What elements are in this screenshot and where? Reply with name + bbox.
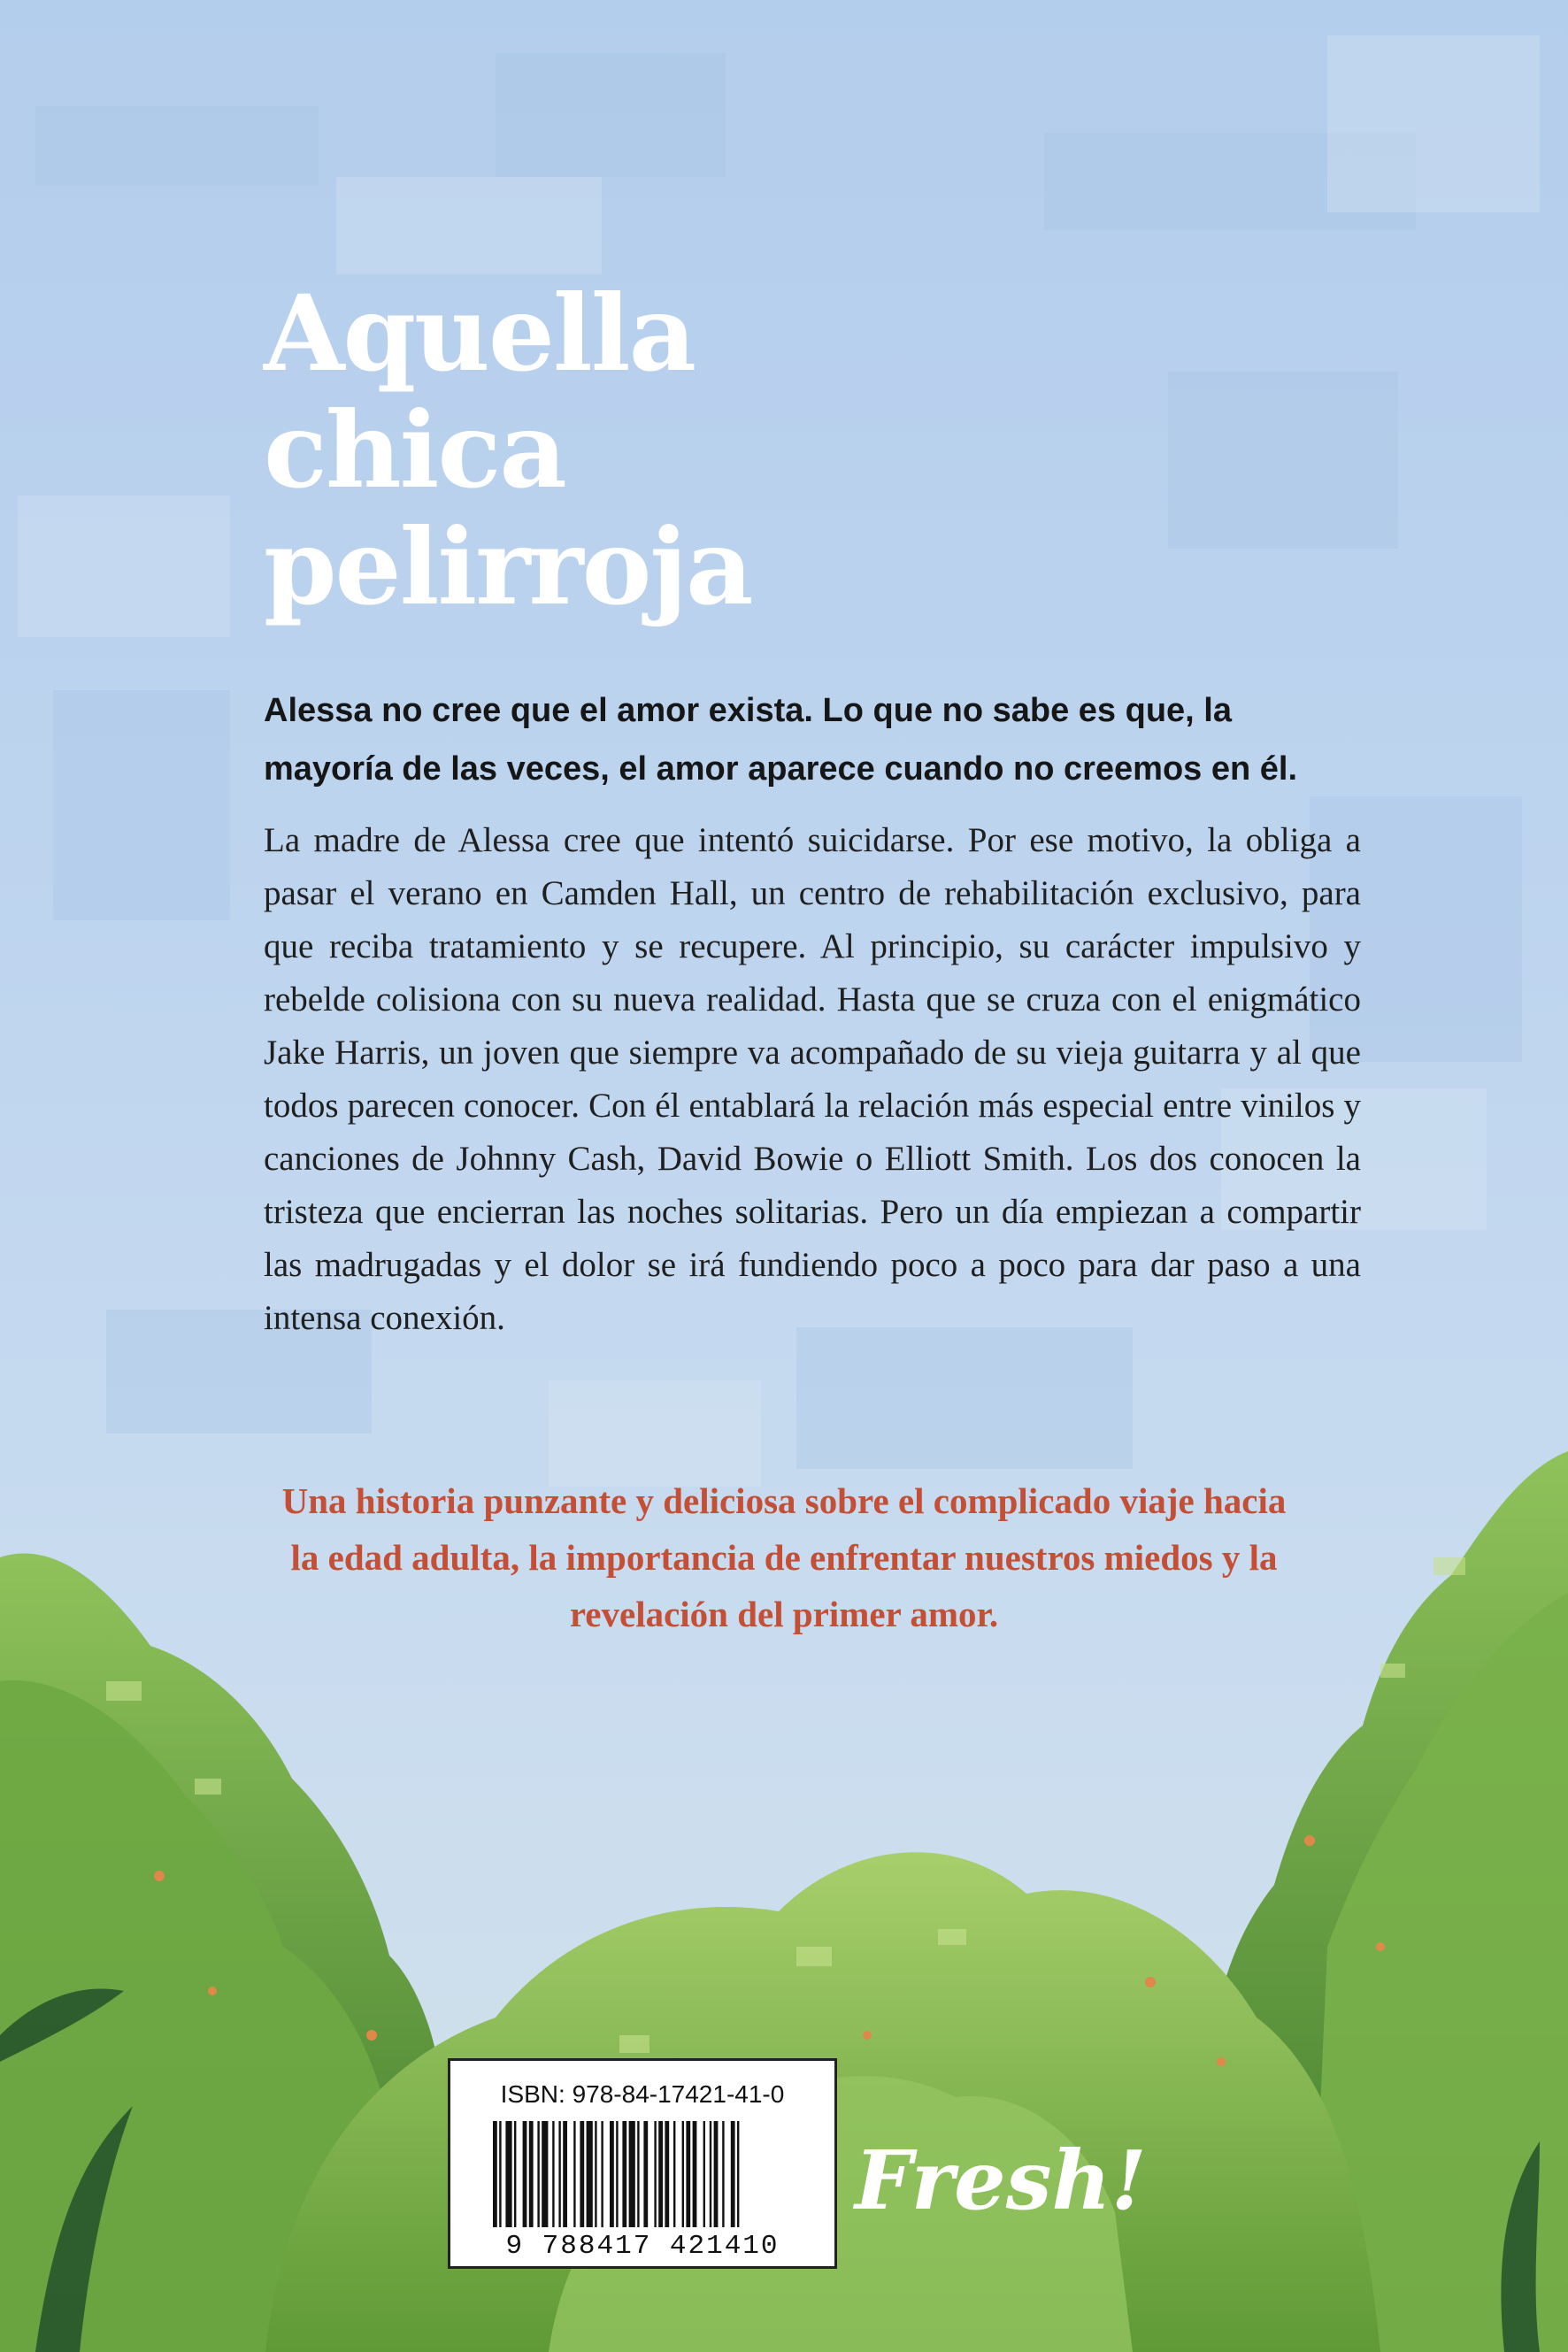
barcode-stripe <box>731 2121 735 2227</box>
barcode-stripe <box>643 2121 648 2227</box>
synopsis-paragraph: La madre de Alessa cree que intentó suicidarse. Por ese motivo, la obliga a pasar el verano en Camden Hall, un centro de rehabilitación exclusivo, para que reciba tratamiento y se recupere. Al principio, su carácter impulsivo y rebelde colisiona con su nueva realidad. Hasta que se cruza con el enigmático Jake Harris, un joven que siempre va acompañado de su vieja guitarra y al que todos parecen conocer. Con él entablará la relación más especial entre vinilos y canciones de Johnny Cash, David Bowie o Elliott Smith. Los dos conocen la tristeza que encierran las noches solitarias. Pero un día empiezan a compartir las madrugadas y el dolor se irá fundiendo poco a poco para dar paso a una intensa conexión. <box>264 821 1361 1337</box>
barcode-stripe <box>610 2121 614 2227</box>
barcode-stripe <box>616 2121 618 2227</box>
barcode-stripe <box>686 2121 690 2227</box>
barcode-stripe <box>595 2121 596 2227</box>
barcode-stripe <box>665 2121 669 2227</box>
barcode-stripe <box>563 2121 567 2227</box>
isbn-label: ISBN: 978-84-17421-41-0 <box>500 2080 785 2108</box>
barcode-stripe <box>714 2121 719 2227</box>
publisher-logo-text: Fresh! <box>855 2133 1147 2228</box>
barcode-stripe <box>587 2121 593 2227</box>
barcode-stripe <box>523 2121 527 2227</box>
isbn-barcode-box <box>448 2058 837 2269</box>
barcode-stripe <box>514 2121 516 2227</box>
barcode-stripe <box>722 2121 724 2227</box>
title-line-2: chica <box>264 388 565 511</box>
barcode-stripe <box>493 2121 497 2227</box>
barcode-stripe <box>537 2121 539 2227</box>
barcode-stripe <box>529 2121 534 2227</box>
barcode-stripe <box>542 2121 548 2227</box>
barcode-stripe <box>558 2121 560 2227</box>
ean-digits: 9 788417 421410 <box>505 2231 780 2262</box>
barcode-stripe <box>703 2121 705 2227</box>
barcode-stripe <box>710 2121 711 2227</box>
barcode-stripe <box>737 2121 739 2227</box>
barcode-stripe <box>573 2121 575 2227</box>
barcode-stripe <box>629 2121 635 2227</box>
barcode-stripe <box>580 2121 584 2227</box>
barcode-stripe <box>658 2121 663 2227</box>
barcode-stripe <box>693 2121 697 2227</box>
barcode-stripe <box>682 2121 684 2227</box>
barcode-stripe <box>637 2121 639 2227</box>
barcode-stripe <box>622 2121 626 2227</box>
barcode-stripe <box>505 2121 511 2227</box>
barcode-stripe <box>654 2121 656 2227</box>
lead-paragraph: Alessa no cree que el amor exista. Lo que no sabe es que, la mayoría de las veces, el amor aparece cuando no creemos en él. <box>264 692 1298 788</box>
title-line-3: pelirroja <box>264 505 752 628</box>
barcode-stripe <box>601 2121 603 2227</box>
barcode-stripe <box>499 2121 501 2227</box>
barcode-bars <box>493 2121 797 2227</box>
barcode-stripe <box>552 2121 554 2227</box>
barcode-stripe <box>673 2121 675 2227</box>
tagline-paragraph: Una historia punzante y deliciosa sobre el complicado viaje hacia la edad adulta, la importancia de enfrentar nuestros miedos y la revelación del primer amor. <box>281 1480 1287 1634</box>
fresh-publisher-logo <box>849 2120 1147 2244</box>
title-line-1: Aquella <box>264 272 696 395</box>
